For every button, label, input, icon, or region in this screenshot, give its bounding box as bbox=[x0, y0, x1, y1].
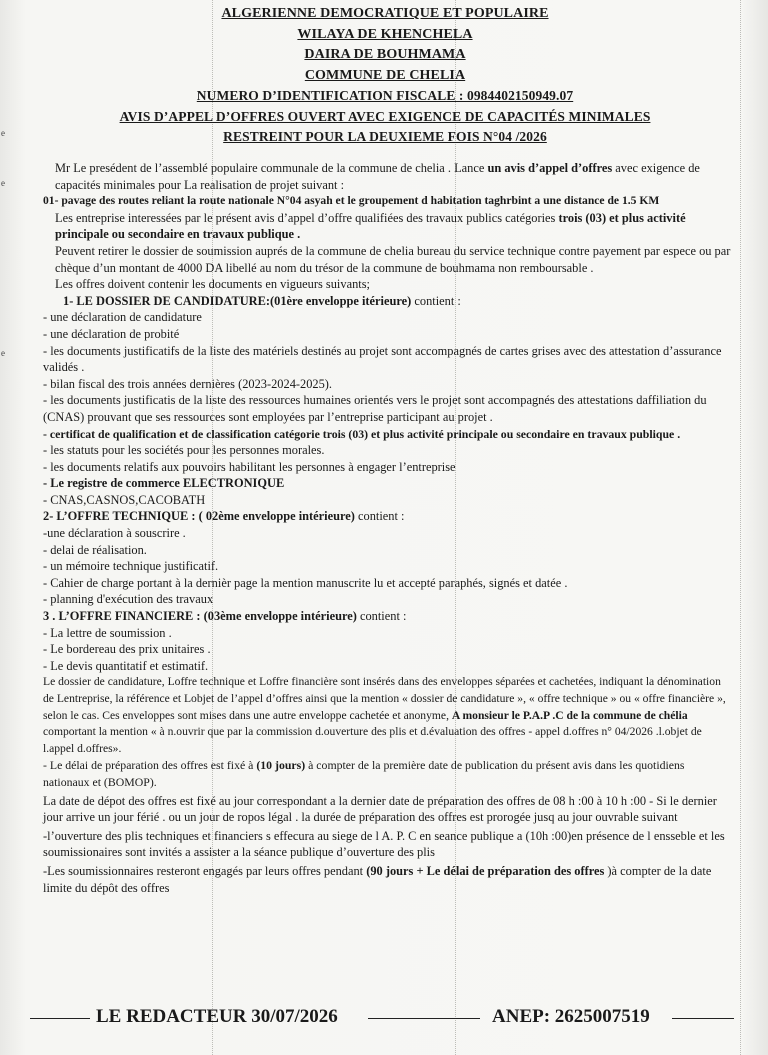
list-item: - bilan fiscal des trois années dernières (2023-2024-2025). bbox=[43, 376, 333, 391]
intro-paragraph: Mr Le presédent de l’assemblé populaire communale de la commune de chelia . Lance un avis d’appel d’offres avec exigence de capacités minimales pour La realisation de projet suivant : bbox=[55, 161, 700, 192]
margin-mark: e bbox=[1, 348, 5, 358]
notice-footer bbox=[0, 1003, 768, 1033]
list-item: - certificat de qualification et de classification catégorie trois (03) et plus activité principale ou secondaire en travaux publique . bbox=[43, 426, 681, 441]
envelope-paragraph: Le dossier de candidature, Loffre technique et Loffre financière sont insérés dans des enveloppes séparées et cachetées, indiquant la dénomination de Lentreprise, la référence et Lobjet de l’appel d’offres ainsi que la mention « dossier de candidature », « offre technique » ou « offre financière », selon le cas. Ces enveloppes sont mises dans une autre enveloppe cachetée et anonyme, A monsieur le P.A.P .C de la commune de chélia comportant la mention « à n.ouvrir que par la commission d.ouverture des plis et d.évaluation des offres - appel d.offres n° 04/2026 .l.objet de l.appel d.offres». bbox=[43, 675, 726, 755]
documents-intro: Les offres doivent contenir les documents en vigueurs suivants; bbox=[55, 277, 370, 292]
notice-subtitle: RESTREINT POUR LA DEUXIEME FOIS N°04 /2026 bbox=[223, 129, 547, 144]
list-item: - CNAS,CASNOS,CACOBATH bbox=[43, 492, 206, 507]
notice-header bbox=[40, 4, 730, 148]
dossier-section-title: 1- LE DOSSIER DE CANDIDATURE:(01ère enveloppe itérieure) contient : bbox=[63, 293, 461, 308]
commune-line: COMMUNE DE CHELIA bbox=[304, 67, 466, 83]
list-item: - les documents justificatis de la liste des ressources humaines orientés vers le projet sont accompagnés des attestations daffiliation du (CNAS) prouvant que ses ressources sont employées par l’entreprise participant au projet . bbox=[43, 393, 707, 424]
list-item: - les documents relatifs aux pouvoirs habilitant les personnes à engager l’entreprise bbox=[43, 459, 456, 474]
list-item: - La lettre de soumission . bbox=[43, 625, 172, 640]
fiscal-id-line: NUMERO D’IDENTIFICATION FISCALE : 0984402150949.07 bbox=[196, 88, 574, 103]
list-item: - Le devis quantitatif et estimatif. bbox=[43, 658, 209, 673]
withdrawal-paragraph: Peuvent retirer le dossier de soumission auprés de la commune de chelia bureau du service technique contre payement par espece ou par chèque d’un montant de 4000 DA libellé au nom du trésor de la commune de bouhmama non remboursable . bbox=[55, 243, 731, 275]
opening-paragraph: -l’ouverture des plis techniques et financiers s effecura au siege de l A. P. C en seance publique a (10h :00)en présence de l ensseble et les soumissionaires sont invités a assister a la séance publique d’ouverture des plis bbox=[43, 828, 725, 860]
validity-paragraph: -Les soumissionnaires resteront engagés par leurs offres pendant (90 jours + Le délai de préparation des offres )à compter de la date limite du dépôt des offres bbox=[43, 863, 712, 895]
anep-reference: ANEP: 2625007519 bbox=[492, 1006, 650, 1027]
wilaya-line: WILAYA DE KHENCHELA bbox=[297, 26, 473, 42]
deposit-paragraph: La date de dépot des offres est fixé au jour correspondant a la dernier date de préparation des offres de 08 h :00 à 10 h :00 - Si le dernier jour arrive un jour férié . ou un jour de ropos légal . la durée de préparation des offres est prorogée jusq au jour ouvrable suivant bbox=[43, 793, 717, 825]
list-item: - Le bordereau des prix unitaires . bbox=[43, 642, 211, 657]
list-item: - une déclaration de candidature bbox=[43, 310, 202, 325]
footer-rule bbox=[672, 1018, 734, 1019]
list-item: - une déclaration de probité bbox=[43, 326, 180, 341]
list-item: - Cahier de charge portant à la dernièr page la mention manuscrite lu et accepté paraphés, signés et datée . bbox=[43, 575, 568, 590]
list-item: - delai de réalisation. bbox=[43, 542, 147, 557]
list-item: - un mémoire technique justificatif. bbox=[43, 559, 219, 574]
list-item: - Le registre de commerce ELECTRONIQUE bbox=[43, 476, 285, 491]
list-item: -une déclaration à souscrire . bbox=[43, 526, 186, 541]
margin-mark: e bbox=[1, 178, 5, 188]
technique-section-title: 2- L’OFFRE TECHNIQUE : ( 02ème enveloppe intérieure) contient : bbox=[43, 509, 405, 524]
daira-line: DAIRA DE BOUHMAMA bbox=[304, 47, 466, 62]
footer-rule bbox=[30, 1018, 90, 1019]
notice-title: AVIS D’APPEL D’OFFRES OUVERT AVEC EXIGENCE DE CAPACITÉS MINIMALES bbox=[119, 108, 651, 124]
list-item: - planning d'exécution des travaux bbox=[43, 592, 214, 607]
list-item: - les statuts pour les sociétés pour les personnes morales. bbox=[43, 443, 325, 458]
list-item: - les documents justificatifs de la liste des matériels destinés au projet sont accompagnés de cartes grises avec des attestation d’assurance validés . bbox=[43, 343, 722, 375]
margin-mark: e bbox=[1, 128, 5, 138]
financiere-section-title: 3 . L’OFFRE FINANCIERE : (03ème enveloppe intérieure) contient : bbox=[43, 609, 407, 624]
fold-line bbox=[740, 0, 742, 1055]
eligibility-paragraph: Les entreprise interessées par le présent avis d’appel d’offre qualifiées des travaux publics catégories trois (03) et plus activité principale ou secondaire en travaux publique . bbox=[55, 210, 686, 242]
redacteur-signature: LE REDACTEUR 30/07/2026 bbox=[96, 1006, 338, 1027]
country-line: ALGERIENNE DEMOCRATIQUE ET POPULAIRE bbox=[221, 6, 549, 21]
footer-rule bbox=[368, 1018, 480, 1019]
delay-paragraph: - Le délai de préparation des offres est fixé à (10 jours) à compter de la première date de publication du présent avis dans les quotidiens nationaux et (BOMOP). bbox=[43, 758, 685, 789]
project-line: 01- pavage des routes reliant la route nationale N°04 asyah et le groupement d habitation taghrbint a une distance de 1.5 KM bbox=[43, 194, 660, 208]
notice-body bbox=[43, 160, 733, 896]
